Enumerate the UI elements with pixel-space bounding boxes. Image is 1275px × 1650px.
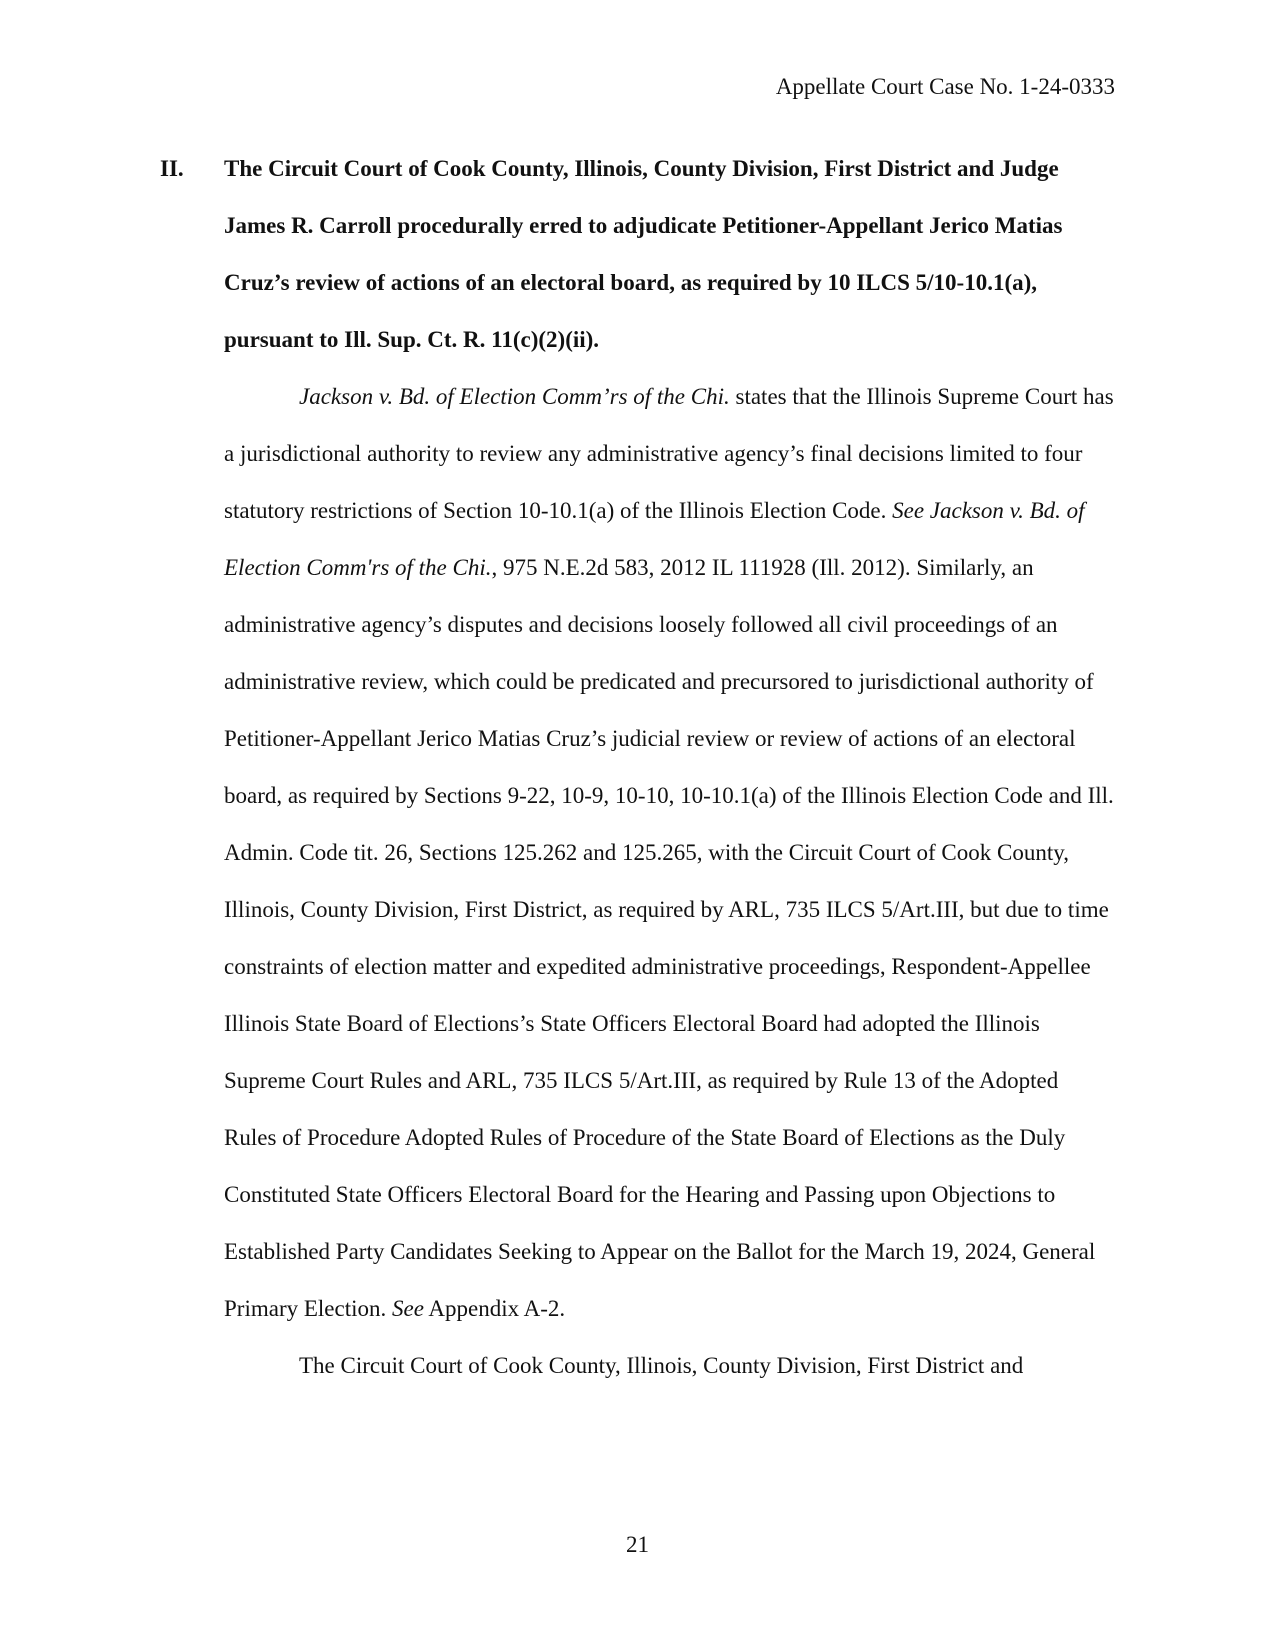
paragraph-2: The Circuit Court of Cook County, Illinois, County Division, First District and	[299, 1353, 1024, 1378]
paragraph-1-text-c: Appendix A-2.	[423, 1296, 566, 1321]
case-number-header: Appellate Court Case No. 1-24-0333	[775, 74, 1115, 99]
section-heading	[160, 140, 1115, 368]
section-numeral: II.	[160, 156, 184, 181]
body-text	[224, 368, 1116, 1394]
paragraph-1	[224, 368, 1116, 1337]
page-number: 21	[626, 1532, 649, 1557]
paragraph-1-text-b: , 975 N.E.2d 583, 2012 IL 111928 (Ill. 2012). Similarly, an administrative agency’s disputes and decisions loosely followed all civil proceedings of an administrative review, which could be predicated and precursored to jurisdictional authority of Petitioner-Appellant Jerico Matias Cruz’s judicial review or review of actions of an electoral board, as required by Sections 9-22, 10-9, 10-10, 10-10.1(a) of the Illinois Election Code and Ill. Admin. Code tit. 26, Sections 125.262 and 125.265, with the Circuit Court of Cook County, Illinois, County Division, First District, as required by ARL, 735 ILCS 5/Art.III, but due to time constraints of election matter and expedited administrative proceedings, Respondent-Appellee Illinois State Board of Elections’s State Officers Electoral Board had adopted the Illinois Supreme Court Rules and ARL, 735 ILCS 5/Art.III, as required by Rule 13 of the Adopted Rules of Procedure Adopted Rules of Procedure of the State Board of Elections as the Duly Constituted State Officers Electoral Board for the Hearing and Passing upon Objections to Established Party Candidates Seeking to Appear on the Ballot for the March 19, 2024, General Primary Election.	[224, 555, 1114, 1321]
case-name: Jackson v. Bd. of Election Comm’rs of the Chi.	[299, 384, 730, 409]
section-heading-text: The Circuit Court of Cook County, Illinois, County Division, First District and Judge James R. Carroll procedurally erred to adjudicate Petitioner-Appellant Jerico Matias Cruz’s review of actions of an electoral board, as required by 10 ILCS 5/10-10.1(a), pursuant to Ill. Sup. Ct. R. 11(c)(2)(ii).	[224, 156, 1063, 352]
see-signal: See	[392, 1296, 424, 1321]
citation: See Jackson v. Bd. of Election Comm'rs of the Chi.	[224, 498, 1085, 580]
paragraph-1-text-a: states that the Illinois Supreme Court has a jurisdictional authority to review any administrative agency’s final decisions limited to four statutory restrictions of Section 10-10.1(a) of the Illinois Election Code.	[224, 384, 1114, 523]
